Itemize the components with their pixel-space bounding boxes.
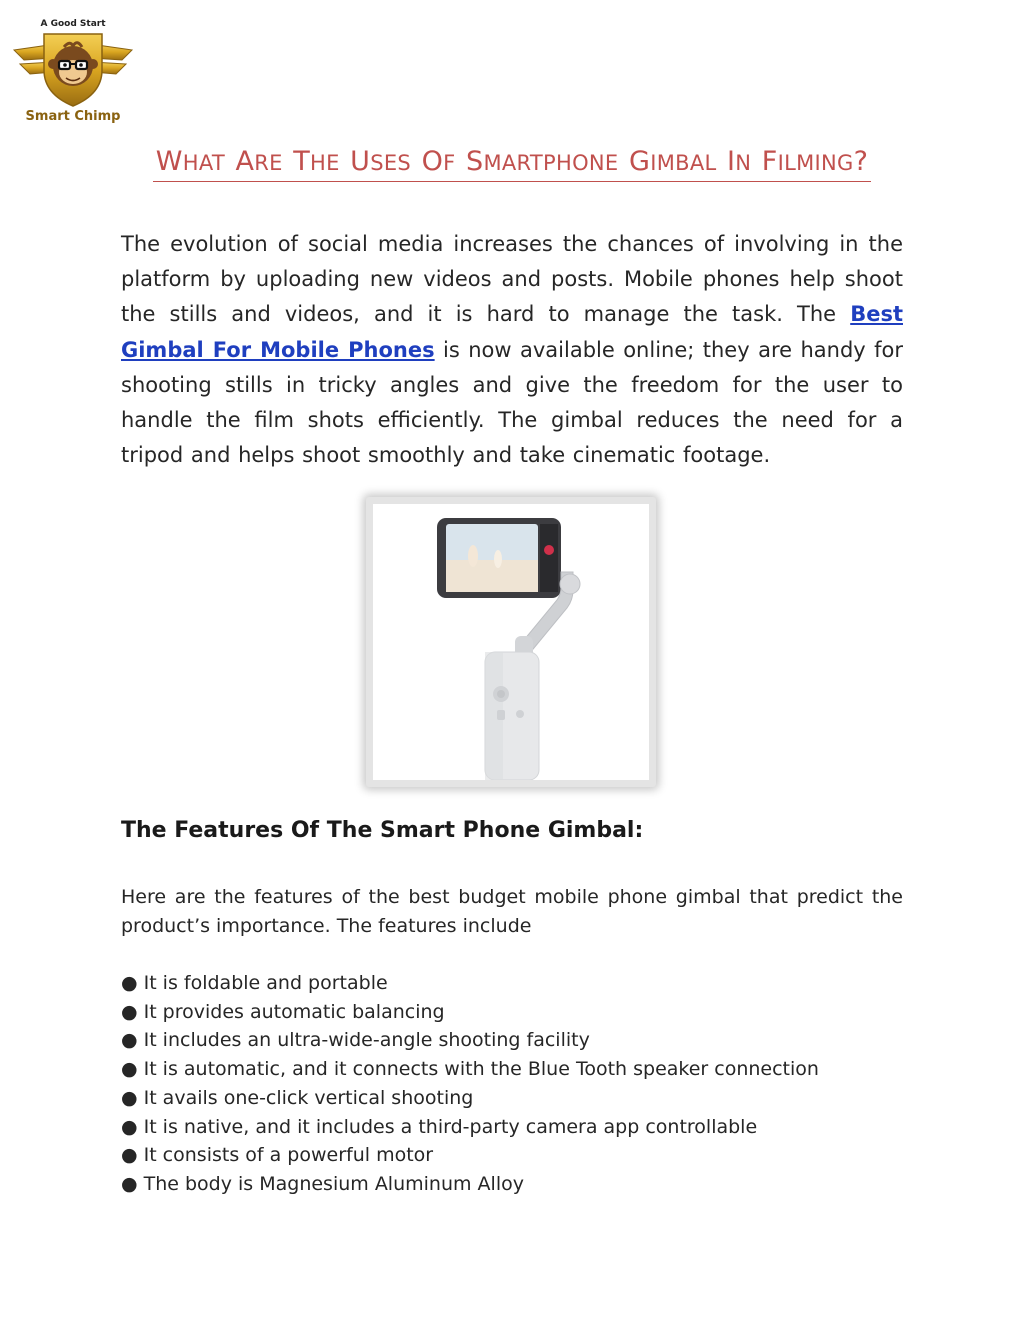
feature-list-item [121, 969, 819, 998]
title-question-mark: ? [853, 146, 869, 177]
title-word: IN [727, 146, 752, 177]
feature-text: It provides automatic balancing [143, 1000, 445, 1023]
bullet-icon: ● [121, 1172, 138, 1195]
bullet-icon: ● [121, 1115, 138, 1138]
title-word: GIMBAL [628, 146, 717, 177]
best-gimbal-link[interactable]: Best Gimbal For Mobile Phones [121, 302, 903, 362]
feature-list-item [121, 1141, 819, 1170]
page-title-text [153, 140, 872, 182]
bullet-icon: ● [121, 1000, 138, 1023]
intro-text-after-link: is now available online; they are handy for shooting stills in tricky angles and give the freedom for the user to handle the film shots efficiently. The gimbal reduces the need for a tripod and helps shoot smoothly and take cinematic footage. [121, 337, 903, 468]
feature-text: It avails one-click vertical shooting [143, 1086, 474, 1109]
features-heading: The Features Of The Smart Phone Gimbal: [121, 818, 644, 843]
features-intro-paragraph: Here are the features of the best budget mobile phone gimbal that predict the product’s importance. The features include [121, 886, 903, 937]
logo-top-text: A Good Start [40, 19, 106, 29]
smartphone-gimbal-icon [373, 504, 649, 780]
feature-list-item [121, 1113, 819, 1142]
bullet-icon: ● [121, 1029, 138, 1052]
bullet-icon: ● [121, 972, 138, 994]
feature-text: It consists of a powerful motor [143, 1144, 434, 1167]
feature-list-item [121, 1170, 819, 1199]
title-word: SMARTPHONE [466, 146, 619, 177]
intro-text-before-link: The evolution of social media increases the chances of involving in the platform by uploading new videos and posts. Mobile phones help shoot the stills and videos, and it is hard to manage the task. The [121, 232, 903, 327]
title-word: WHAT [155, 146, 225, 177]
smart-chimp-logo [10, 14, 136, 126]
title-word: THE [293, 146, 340, 177]
title-word: FILMING [761, 146, 854, 177]
intro-paragraph [121, 227, 903, 473]
logo-brand-text: Smart Chimp [25, 109, 121, 124]
features-list [121, 969, 819, 1199]
feature-list-item [121, 998, 819, 1027]
title-word: OF [421, 146, 456, 177]
bullet-icon: ● [121, 1144, 138, 1167]
feature-text: It is automatic, and it connects with the Blue Tooth speaker connection [143, 1058, 819, 1081]
feature-text: The body is Magnesium Aluminum Alloy [143, 1172, 524, 1195]
feature-text: It includes an ultra-wide-angle shooting facility [143, 1029, 590, 1052]
title-word: USES [350, 146, 412, 177]
feature-text: It is native, and it includes a third-party camera app controllable [143, 1115, 758, 1138]
feature-list-item [121, 1026, 819, 1055]
feature-text: It is foldable and portable [143, 972, 388, 994]
feature-list-item [121, 1084, 819, 1113]
page-title [100, 140, 924, 182]
monkey-shield-icon [10, 14, 136, 126]
bullet-icon: ● [121, 1058, 138, 1081]
bullet-icon: ● [121, 1086, 138, 1109]
gimbal-product-image [366, 497, 656, 787]
feature-list-item [121, 1055, 819, 1084]
title-word: ARE [235, 146, 283, 177]
